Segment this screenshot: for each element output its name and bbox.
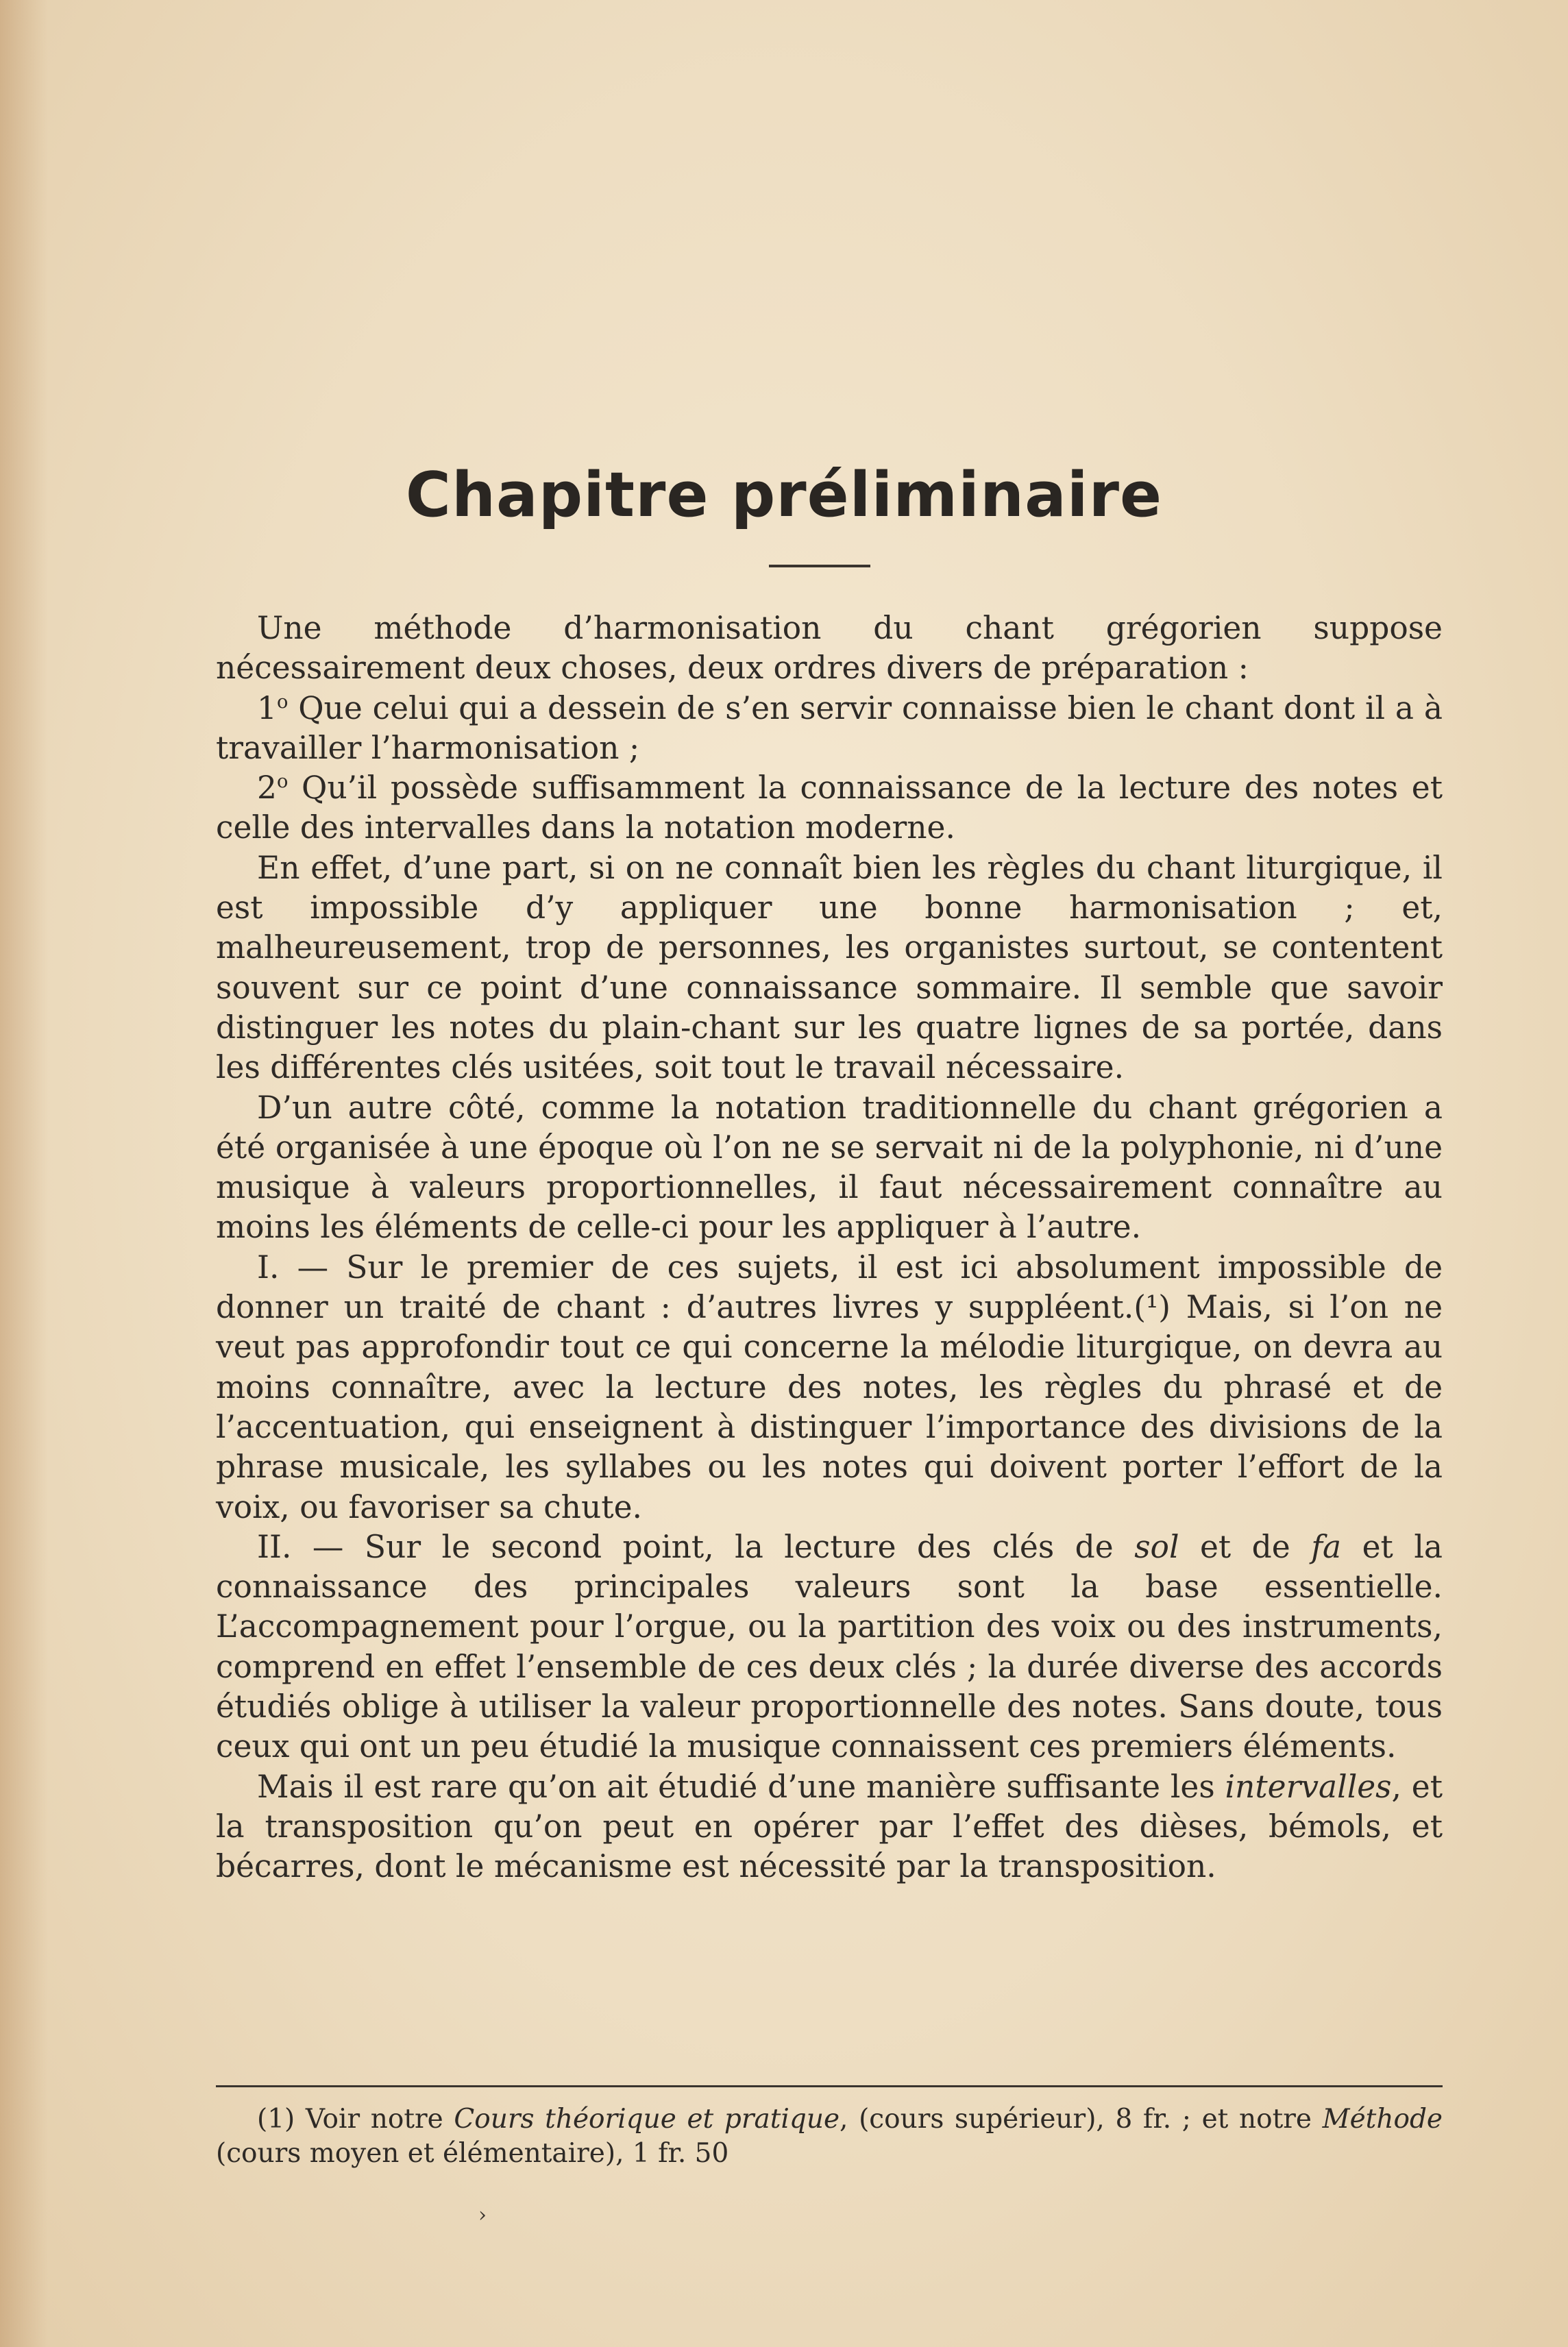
item-1-ordinal: o <box>276 691 289 713</box>
paragraph-autre-cote: D’un autre côté, comme la notation traditionnelle du chant grégorien a été organisée à une époque où l’on ne se servait ni de la polyphonie, ni d’une musique à valeurs proportionnelles, il faut nécessairement connaître au moins les éléments de celle-ci pour les appliquer à l’autre. <box>216 1089 1443 1246</box>
intervalles-italic: intervalles <box>1225 1768 1392 1805</box>
intervalles-text-b: , et la transposition qu’on peut en opérer par l’effet des dièses, bémols, et bécarres, dont le mécanisme est nécessité par la transposition. <box>216 1768 1443 1885</box>
footnote-divider <box>216 2085 1443 2087</box>
paragraph-en-effet: En effet, d’une part, si on ne connaît bien les règles du chant liturgique, il est impossible d’y appliquer une bonne harmonisation ; et, malheureusement, trop de personnes, les organistes surtout, se contentent souvent sur ce point d’une connaissance sommaire. Il semble que savoir distinguer les notes du plain-chant sur les quatre lignes de sa portée, dans les différentes clés usitées, soit tout le travail nécessaire. <box>216 849 1443 1086</box>
item-2-number: 2 <box>257 770 277 807</box>
paragraph-item-2 <box>216 768 1443 848</box>
item-2-text: Qu’il possède suffisamment la connaissance de la lecture des notes et celle des intervalles dans la notation moderne. <box>216 770 1443 846</box>
footnote-methode-title: Méthode <box>1322 2104 1443 2135</box>
section-one-text-a: I. — Sur le premier de ces sujets, il est ici absolument impossible de donner un traité de chant : d’autres livres y suppléent. <box>216 1249 1443 1326</box>
intervalles-text-a: Mais il est rare qu’on ait étudié d’une manière suffisante les <box>257 1768 1225 1805</box>
clef-fa: fa <box>1311 1528 1342 1565</box>
paragraph-section-two <box>216 1527 1443 1767</box>
clef-sol: sol <box>1134 1528 1179 1565</box>
footnote-text-a: (1) Voir notre <box>257 2104 454 2135</box>
footnote-text-c: (cours moyen et élémentaire), 1 fr. 50 <box>216 2138 729 2169</box>
section-two-text-a: II. — Sur le second point, la lecture des clés de <box>257 1528 1135 1565</box>
item-1-text: Que celui qui a dessein de s’en servir connaisse bien le chant dont il a à travailler l’harmonisation ; <box>216 689 1443 766</box>
title-divider <box>769 565 870 567</box>
paragraph-item-1 <box>216 689 1443 769</box>
printer-mark: › <box>478 2203 487 2227</box>
main-text <box>216 609 1443 1887</box>
section-two-text-b: et de <box>1179 1528 1312 1565</box>
footnote-text-b: , (cours supérieur), 8 fr. ; et notre <box>840 2104 1323 2135</box>
footnote-reference: (¹) <box>1134 1289 1171 1326</box>
section-two-text-c: et la connaissance des principales valeurs sont la base essentielle. L’accompagnement pour l’orgue, ou la partition des voix ou des instruments, comprend en effet l’ensemble de ces deux clés ; la durée diverse des accords étudiés oblige à utiliser la valeur proportionnelle des notes. Sans doute, tous ceux qui ont un peu étudié la musique connaissent ces premiers éléments. <box>216 1528 1443 1765</box>
paragraph-intro: Une méthode d’harmonisation du chant grégorien suppose nécessairement deux choses, deux ordres divers de préparation : <box>216 610 1443 687</box>
section-one-text-b: Mais, si l’on ne veut pas approfondir tout ce qui concerne la mélodie liturgique, on devra au moins connaître, avec la lecture des notes, les règles du phrasé et de l’accentuation, qui enseignent à distinguer l’importance des divisions de la phrase musicale, les syllabes ou les notes qui doivent porter l’effort de la voix, ou favoriser sa chute. <box>216 1289 1443 1525</box>
paragraph-intervalles <box>216 1767 1443 1887</box>
footnote <box>216 2102 1443 2171</box>
item-1-number: 1 <box>257 689 277 726</box>
chapter-title: Chapitre préliminaire <box>405 459 1163 531</box>
footnote-cours-title: Cours théorique et pratique <box>454 2104 840 2135</box>
paragraph-section-one <box>216 1248 1443 1527</box>
item-2-ordinal: o <box>276 771 289 793</box>
